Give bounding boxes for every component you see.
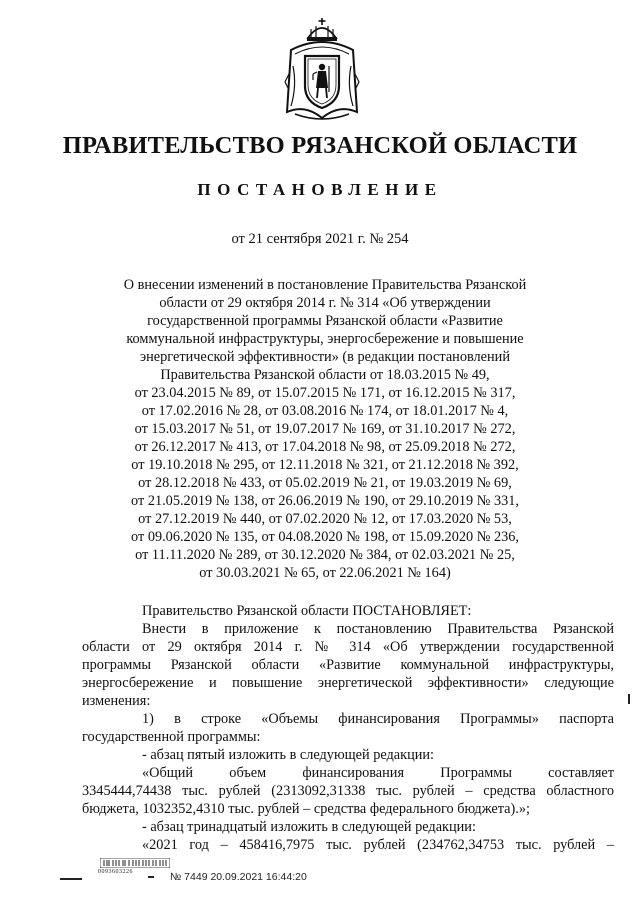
barcode-icon: [100, 858, 170, 868]
paragraph-line: 1) в строке «Объемы финансирования Программы» паспорта: [142, 711, 614, 727]
paragraph-line: «Общий объем финансирования Программы составляет: [142, 765, 614, 781]
registration-stamp: № 7449 20.09.2021 16:44:20: [170, 871, 307, 883]
subject-line: от 11.11.2020 № 289, от 30.12.2020 № 384, от 02.03.2021 № 25,: [135, 547, 515, 563]
paragraph-line: изменения:: [82, 693, 151, 709]
resolves-line: Правительство Рязанской области ПОСТАНОВЛЯЕТ:: [142, 603, 472, 619]
subject-line: от 27.12.2019 № 440, от 07.02.2020 № 12, от 17.03.2020 № 53,: [138, 511, 512, 527]
barcode-number: 0093603226: [98, 869, 133, 875]
coat-of-arms-emblem: [283, 16, 361, 124]
subject-line: от 15.03.2017 № 51, от 19.07.2017 № 169, от 31.10.2017 № 272,: [134, 421, 516, 437]
subject-line: государственной программы Рязанской области «Развитие: [147, 313, 503, 329]
subject-line: от 28.12.2018 № 433, от 05.02.2019 № 21, от 19.03.2019 № 69,: [138, 475, 512, 491]
scan-mark: [628, 694, 630, 704]
subject-line: от 17.02.2016 № 28, от 03.08.2016 № 174, от 18.01.2017 № 4,: [141, 403, 509, 419]
subject-line: области от 29 октября 2014 г. № 314 «Об утверждении: [159, 295, 491, 311]
subject-line: от 09.06.2020 № 135, от 04.08.2020 № 198, от 15.09.2020 № 236,: [131, 529, 519, 545]
paragraph-line: области от 29 октября 2014 г. № 314 «Об утверждении государственной: [82, 639, 614, 655]
paragraph-line: государственной программы:: [82, 729, 261, 745]
decree-type-title: ПОСТАНОВЛЕНИЕ: [197, 180, 443, 199]
scan-mark: [148, 876, 154, 878]
paragraph-line: энергосбережение и повышение энергетической эффективности» следующие: [82, 675, 614, 691]
subject-line: от 23.04.2015 № 89, от 15.07.2015 № 171, от 16.12.2015 № 317,: [134, 385, 516, 401]
subject-line: энергетической эффективности» (в редакции постановлений: [140, 349, 510, 365]
paragraph-line: Внести в приложение к постановлению Правительства Рязанской: [142, 621, 614, 637]
subject-line: от 30.03.2021 № 65, от 22.06.2021 № 164): [199, 565, 451, 581]
paragraph-line: «2021 год – 458416,7975 тыс. рублей (234762,34753 тыс. рублей –: [142, 837, 614, 853]
decree-body: [82, 602, 614, 854]
subject-line: О внесении изменений в постановление Правительства Рязанской: [123, 277, 527, 293]
subject-line: от 21.05.2019 № 138, от 26.06.2019 № 190, от 29.10.2019 № 331,: [131, 493, 519, 509]
subject-line: от 19.10.2018 № 295, от 12.11.2018 № 321, от 21.12.2018 № 392,: [131, 457, 519, 473]
subject-line: от 26.12.2017 № 413, от 17.04.2018 № 98, от 25.09.2018 № 272,: [134, 439, 516, 455]
government-title: ПРАВИТЕЛЬСТВО РЯЗАНСКОЙ ОБЛАСТИ: [62, 132, 578, 159]
paragraph-line: - абзац тринадцатый изложить в следующей редакции:: [142, 819, 476, 835]
paragraph-line: программы Рязанской области «Развитие коммунальной инфраструктуры,: [82, 657, 614, 673]
decree-date-number: от 21 сентября 2021 г. № 254: [231, 231, 409, 247]
paragraph-line: 3345444,74438 тыс. рублей (2313092,31338 тыс. рублей – средства областного: [82, 783, 614, 799]
paragraph-line: - абзац пятый изложить в следующей редакции:: [142, 747, 435, 763]
subject-line: коммунальной инфраструктуры, энергосбережение и повышение: [126, 331, 524, 347]
scan-mark: [60, 878, 82, 880]
decree-subject: [100, 276, 550, 582]
paragraph-line: бюджета, 1032352,4310 тыс. рублей – средства федерального бюджета).»;: [82, 801, 530, 817]
subject-line: Правительства Рязанской области от 18.03.2015 № 49,: [160, 367, 490, 383]
